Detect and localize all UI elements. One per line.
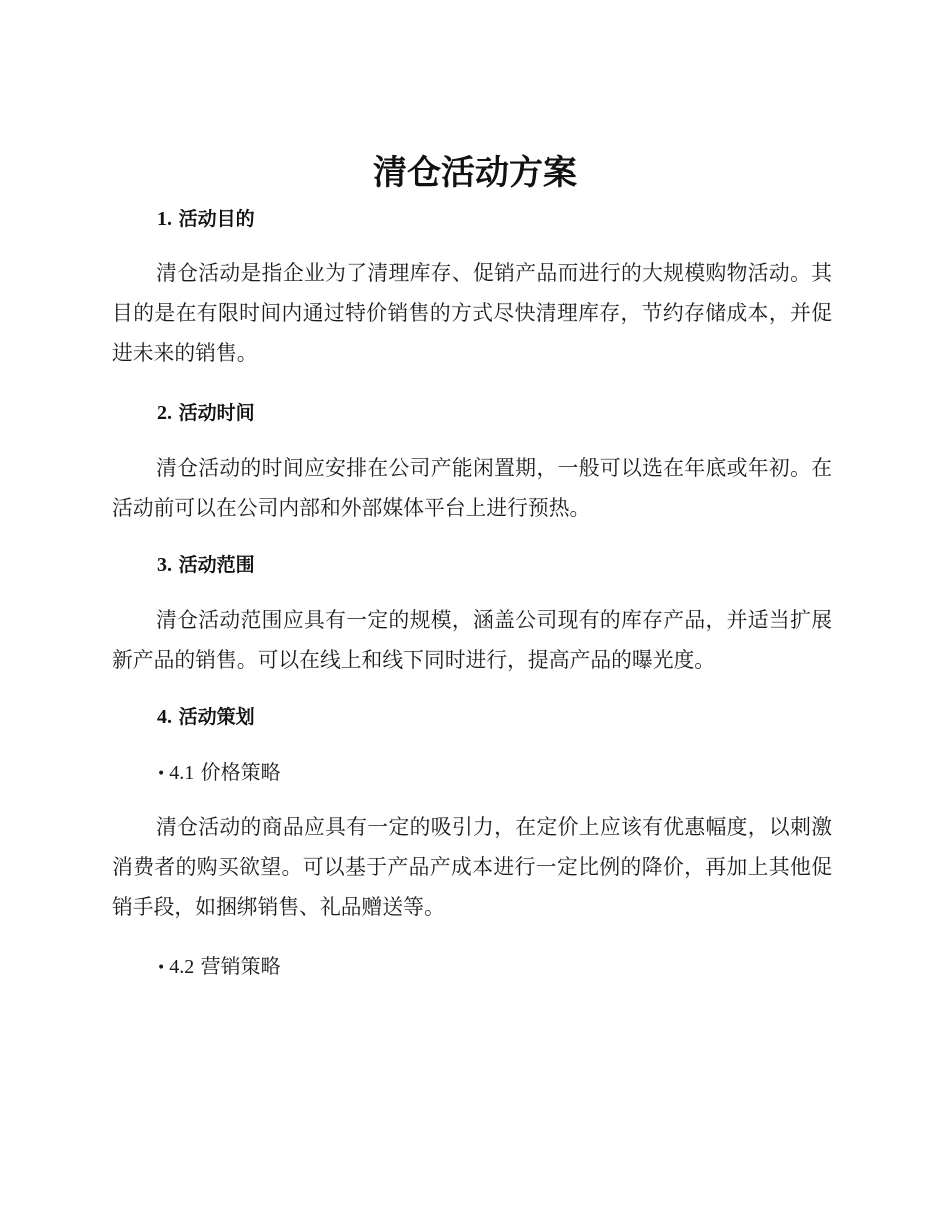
section-heading-1 <box>157 205 255 233</box>
subsection-number: 4.2 <box>169 956 195 978</box>
section-number: 4. <box>157 706 172 728</box>
section-heading-3 <box>157 551 255 579</box>
section-heading-4 <box>157 703 255 731</box>
document-title: 清仓活动方案 <box>373 153 577 193</box>
section-paragraph-1: 清仓活动是指企业为了清理库存、促销产品而进行的大规模购物活动。其目的是在有限时间内通过特价销售的方式尽快清理库存，节约存储成本，并促进未来的销售。 <box>112 261 832 365</box>
subsection-paragraph-4-1: 清仓活动的商品应具有一定的吸引力，在定价上应该有优惠幅度，以刺激消费者的购买欲望。可以基于产品产成本进行一定比例的降价，再加上其他促销手段，如捆绑销售、礼品赠送等。 <box>112 815 832 919</box>
bullet-icon: • <box>157 765 166 782</box>
section-heading-text: 活动目的 <box>178 208 255 230</box>
section-number: 2. <box>157 402 172 424</box>
subsection-heading-text: 价格策略 <box>200 760 281 784</box>
section-number: 1. <box>157 208 172 230</box>
subsection-heading-4-1 <box>157 757 281 789</box>
section-paragraph-3: 清仓活动范围应具有一定的规模，涵盖公司现有的库存产品，并适当扩展新产品的销售。可以在线上和线下同时进行，提高产品的曝光度。 <box>112 608 832 672</box>
section-heading-2 <box>157 399 255 427</box>
section-paragraph-2: 清仓活动的时间应安排在公司产能闲置期，一般可以选在年底或年初。在活动前可以在公司内部和外部媒体平台上进行预热。 <box>112 456 832 520</box>
subsection-heading-4-2 <box>157 951 281 983</box>
subsection-heading-text: 营销策略 <box>200 954 281 978</box>
section-number: 3. <box>157 554 172 576</box>
section-heading-text: 活动时间 <box>178 402 255 424</box>
subsection-number: 4.1 <box>169 762 195 784</box>
section-heading-text: 活动范围 <box>178 554 255 576</box>
bullet-icon: • <box>157 959 166 976</box>
section-heading-text: 活动策划 <box>178 706 255 728</box>
